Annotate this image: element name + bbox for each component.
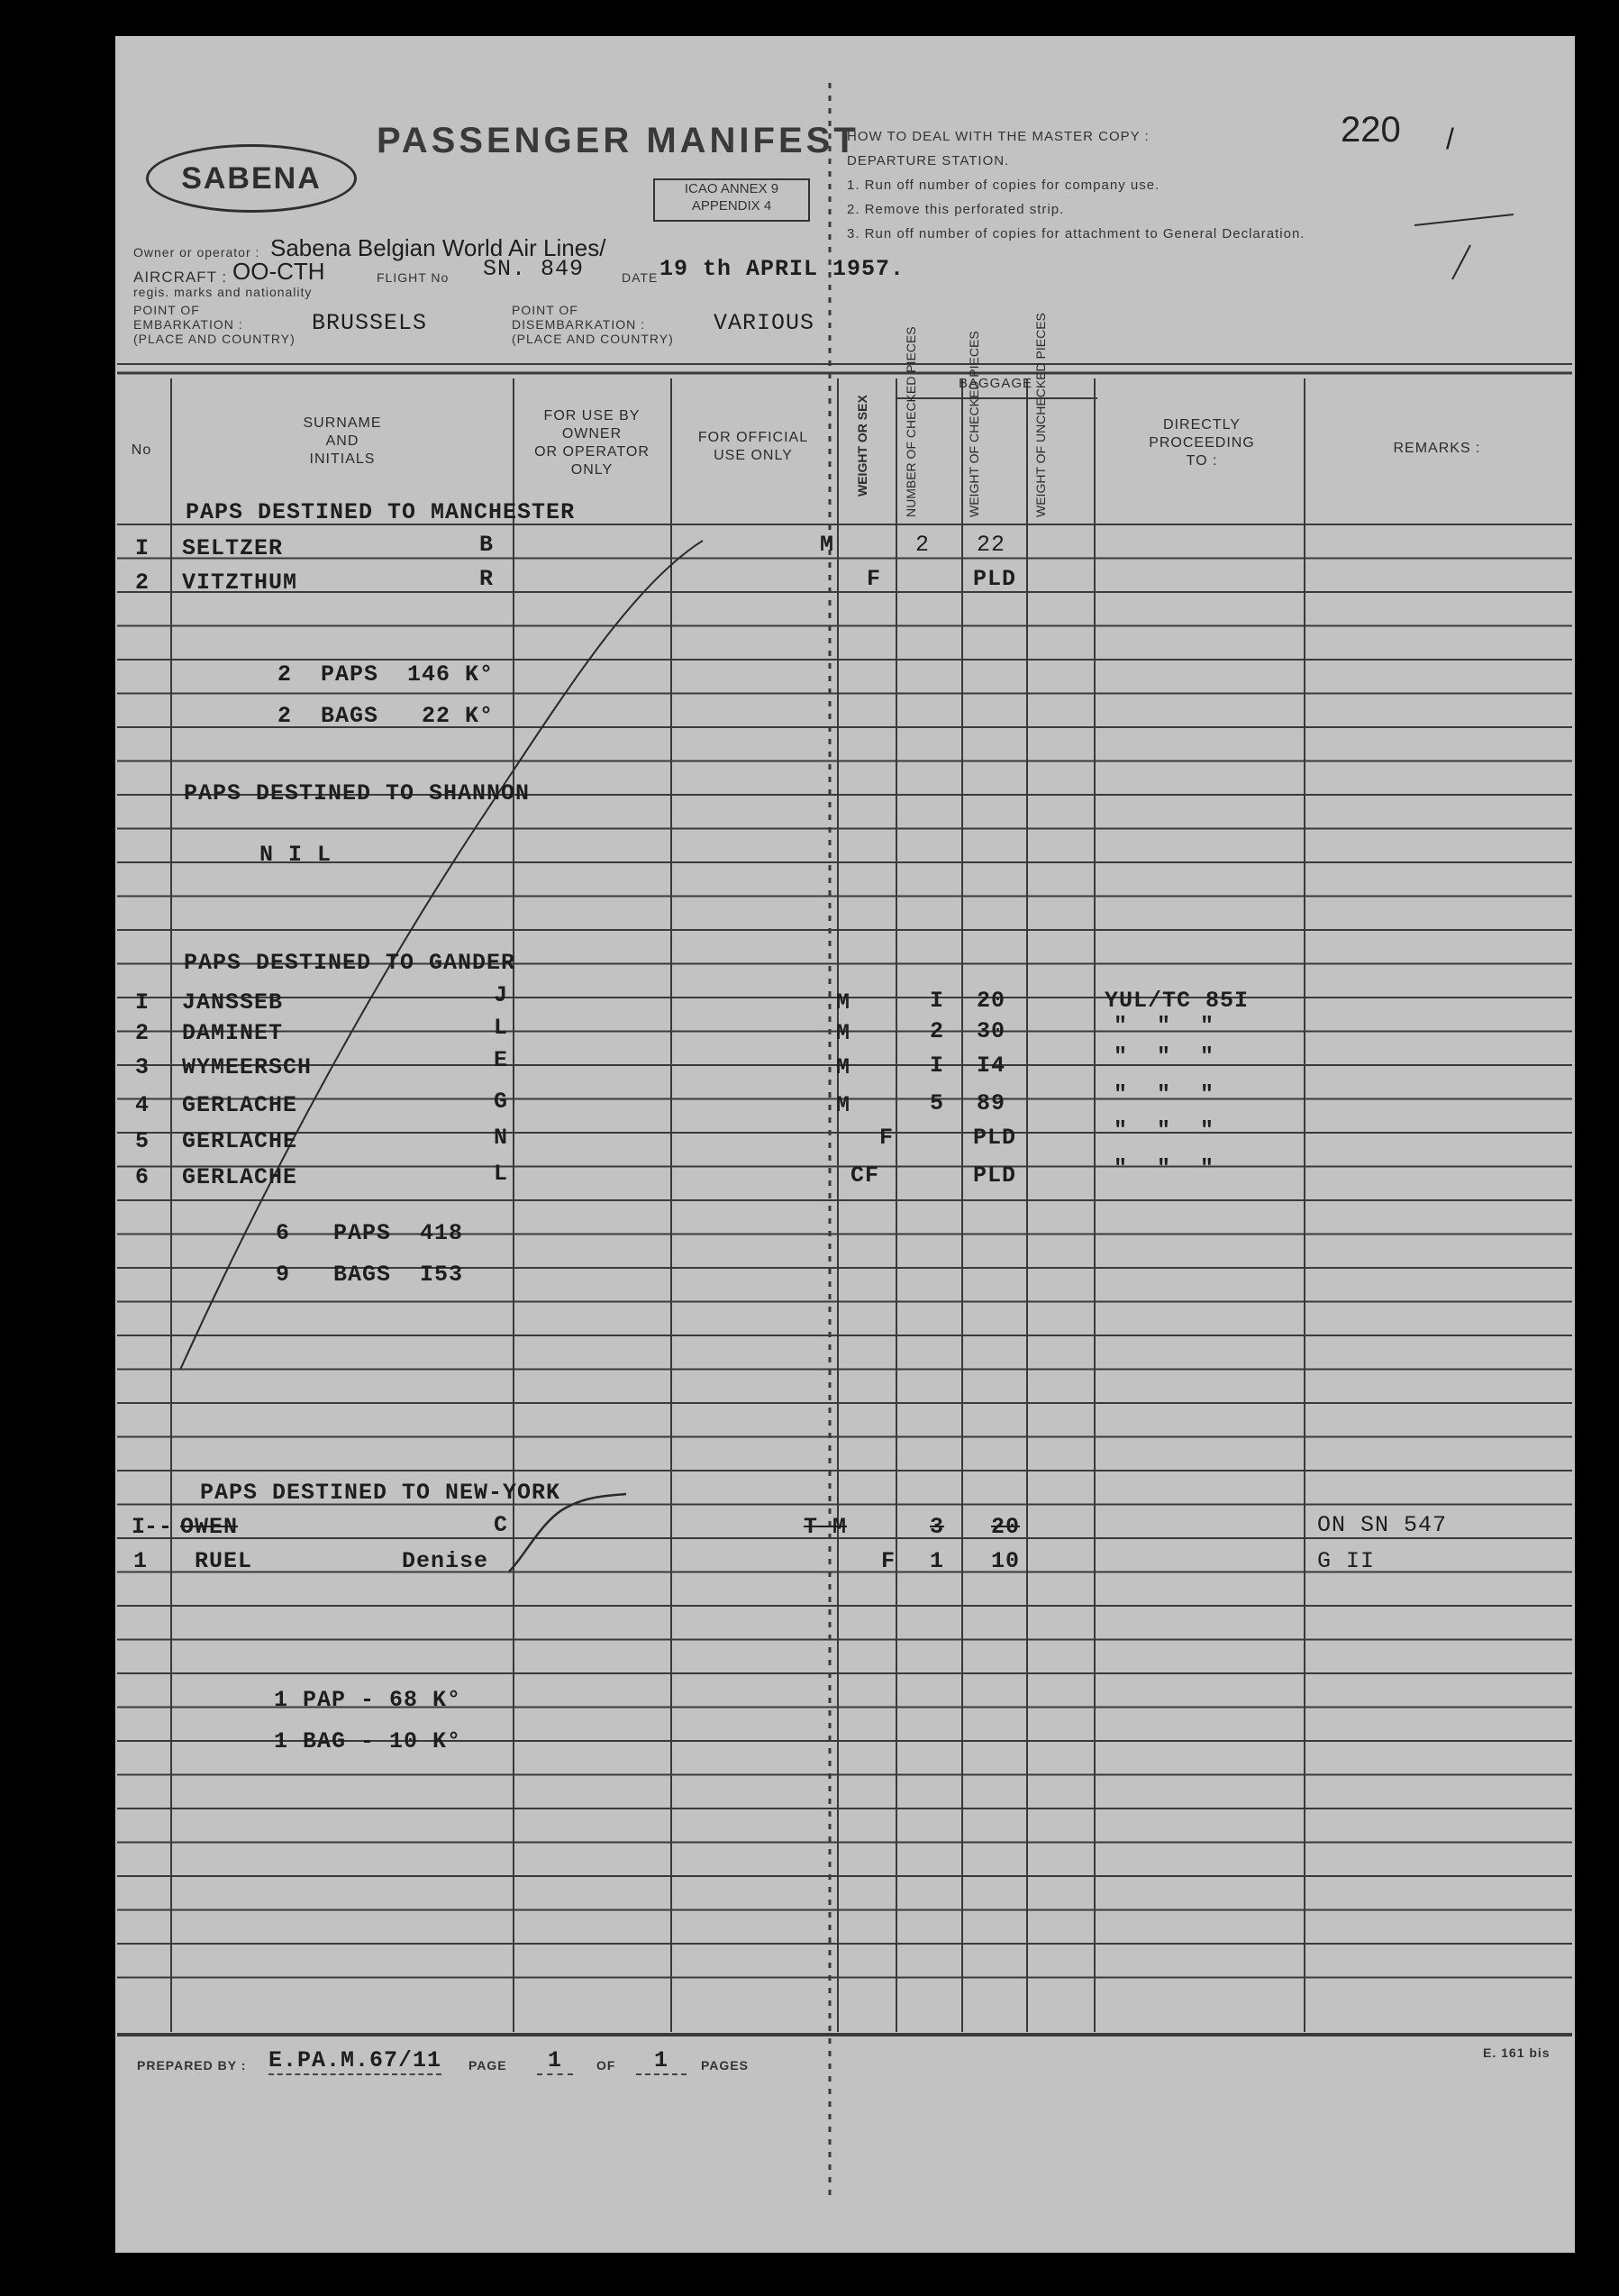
embark-label-2: EMBARKATION :	[133, 317, 243, 332]
row-8-no: 6	[135, 1164, 150, 1190]
date-label: DATE	[622, 270, 659, 285]
row-9-remark: ON SN 547	[1317, 1512, 1448, 1538]
row-9-sex: T M	[804, 1514, 848, 1540]
row-4-weight: 30	[977, 1018, 1006, 1044]
master-copy-instructions	[847, 124, 1305, 246]
row-8-weight: PLD	[973, 1162, 1017, 1189]
official-h2: USE ONLY	[714, 448, 793, 463]
row-10-initial: Denise	[402, 1548, 489, 1574]
row-10-no: 1	[133, 1548, 149, 1574]
col-header-weight-checked: WEIGHT OF CHECKED PIECES	[967, 331, 981, 517]
row-4-initial: L	[494, 1015, 509, 1041]
row-5-pieces: I	[930, 1052, 945, 1079]
row-8-proceeding: " " "	[1114, 1155, 1215, 1181]
row-5-initial: E	[494, 1047, 509, 1073]
embark-label-3: (PLACE AND COUNTRY)	[133, 332, 296, 346]
instruction-line-3: 1. Run off number of copies for company use.	[847, 178, 1160, 193]
disembark-label-2: DISEMBARKATION :	[512, 317, 645, 332]
aircraft-label: AIRCRAFT :	[133, 269, 228, 286]
sabena-logo: SABENA	[146, 144, 357, 213]
row-3-sex: M	[836, 989, 851, 1016]
surname-h1: SURNAME	[303, 415, 382, 431]
embarkation-label	[133, 303, 296, 346]
row-2-sex: F	[867, 566, 882, 592]
row-8-initial: L	[494, 1161, 509, 1187]
row-4-no: 2	[135, 1020, 150, 1046]
gander-total-bags: 9 BAGS I53	[276, 1262, 464, 1288]
col-header-owner-use	[515, 407, 669, 479]
row-1-weight: 22	[977, 532, 1006, 558]
row-7-weight: PLD	[973, 1125, 1017, 1151]
row-8-name: GERLACHE	[182, 1164, 298, 1190]
col-header-baggage: BAGGAGE	[958, 376, 1033, 391]
row-9-initial: C	[494, 1512, 509, 1538]
owner-h1: FOR USE BY	[543, 408, 641, 424]
surname-h3: INITIALS	[309, 451, 376, 467]
col-header-no: No	[131, 442, 152, 458]
row-1-name: SELTZER	[182, 535, 284, 561]
row-7-name: GERLACHE	[182, 1128, 298, 1154]
icao-stamp	[653, 178, 810, 222]
row-3-no: I	[135, 989, 150, 1016]
row-1-no: I	[135, 535, 150, 561]
row-2-weight: PLD	[973, 566, 1017, 592]
disembarkation-label	[512, 303, 674, 346]
row-3-pieces: I	[930, 988, 945, 1014]
row-6-pieces: 5	[930, 1090, 945, 1116]
row-5-no: 3	[135, 1054, 150, 1080]
instruction-line-1: HOW TO DEAL WITH THE MASTER COPY :	[847, 129, 1150, 144]
aircraft-value: OO-CTH	[232, 258, 325, 285]
row-10-name: RUEL	[195, 1548, 253, 1574]
gander-total-paps: 6 PAPS 418	[276, 1220, 464, 1246]
proc-h3: TO :	[1186, 453, 1218, 469]
proc-h1: DIRECTLY	[1163, 417, 1241, 433]
instruction-line-5: 3. Run off number of copies for attachment to General Declaration.	[847, 226, 1305, 241]
row-10-weight: 10	[991, 1548, 1021, 1574]
instruction-line-2: DEPARTURE STATION.	[847, 153, 1010, 169]
owner-h4: ONLY	[570, 462, 614, 478]
row-1-initial: B	[479, 532, 495, 558]
row-7-sex: F	[879, 1125, 895, 1151]
col-header-num-checked: NUMBER OF CHECKED PIECES	[904, 326, 918, 517]
handwritten-mark: /	[1446, 123, 1454, 155]
page-value: 1	[537, 2047, 573, 2075]
row-9-weight: 20	[991, 1514, 1021, 1540]
row-5-weight: I4	[977, 1052, 1006, 1079]
col-header-weight-sex: WEIGHT OR SEX	[855, 395, 869, 497]
row-7-no: 5	[135, 1128, 150, 1154]
row-3-proceeding: YUL/TC 85I	[1105, 988, 1250, 1014]
row-4-sex: M	[836, 1020, 851, 1046]
row-4-pieces: 2	[930, 1018, 945, 1044]
row-2-no: 2	[135, 569, 150, 596]
row-7-proceeding: " " "	[1114, 1117, 1215, 1143]
row-5-proceeding: " " "	[1114, 1043, 1215, 1070]
icao-stamp-line-1: ICAO ANNEX 9	[684, 181, 779, 196]
new-york-total-pap: 1 PAP - 68 K°	[274, 1687, 462, 1713]
row-6-weight: 89	[977, 1090, 1006, 1116]
official-h1: FOR OFFICIAL	[697, 430, 809, 445]
owner-h3: OR OPERATOR	[534, 444, 650, 460]
row-10-pieces: 1	[930, 1548, 945, 1574]
owner-value: Sabena Belgian World Air Lines/	[270, 234, 606, 261]
page-label: PAGE	[468, 2058, 507, 2073]
row-3-name: JANSSEB	[182, 989, 284, 1016]
new-york-total-bag: 1 BAG - 10 K°	[274, 1728, 462, 1754]
shannon-nil: N I L	[259, 842, 332, 868]
form-code: E. 161 bis	[1483, 2045, 1551, 2060]
row-10-sex: F	[881, 1548, 896, 1574]
proc-h2: PROCEEDING	[1149, 435, 1255, 451]
prepared-by-value: E.PA.M.67/11	[268, 2047, 442, 2073]
section-heading-gander: PAPS DESTINED TO GANDER	[184, 950, 516, 976]
row-4-proceeding: " " "	[1114, 1013, 1215, 1039]
pages-label: PAGES	[701, 2058, 749, 2073]
row-3-initial: J	[494, 982, 509, 1008]
disembark-label-3: (PLACE AND COUNTRY)	[512, 332, 674, 346]
icao-stamp-line-2: APPENDIX 4	[691, 198, 772, 214]
prepared-by-label: PREPARED BY :	[137, 2058, 247, 2073]
row-6-initial: G	[494, 1089, 509, 1115]
owner-label: Owner or operator :	[133, 245, 260, 260]
of-value: 1	[636, 2047, 687, 2075]
manifest-title: PASSENGER MANIFEST	[377, 121, 860, 160]
instruction-line-4: 2. Remove this perforated strip.	[847, 202, 1065, 217]
page-reference-number: 220	[1341, 110, 1401, 150]
col-header-surname	[173, 415, 512, 469]
col-header-weight-unchecked: WEIGHT OF UNCHECKED PIECES	[1033, 313, 1048, 517]
section-heading-shannon: PAPS DESTINED TO SHANNON	[184, 780, 531, 806]
embark-label-1: POINT OF	[133, 303, 200, 317]
row-7-initial: N	[494, 1125, 509, 1151]
row-5-sex: M	[836, 1054, 851, 1080]
row-2-name: VITZTHUM	[182, 569, 298, 596]
handwritten-dash	[1414, 214, 1514, 225]
flight-value: SN. 849	[483, 256, 585, 282]
regis-label: regis. marks and nationality	[133, 285, 313, 299]
row-6-no: 4	[135, 1092, 150, 1118]
row-1-sex: M	[820, 532, 835, 558]
row-6-proceeding: " " "	[1114, 1081, 1215, 1107]
row-5-name: WYMEERSCH	[182, 1054, 313, 1080]
col-header-proceeding	[1101, 416, 1303, 470]
surname-h2: AND	[325, 433, 359, 449]
row-4-name: DAMINET	[182, 1020, 284, 1046]
embarkation-value: BRUSSELS	[312, 310, 428, 336]
handwritten-stroke	[1452, 245, 1470, 279]
manchester-total-bags: 2 BAGS 22 K°	[277, 703, 495, 729]
row-8-sex: CF	[850, 1162, 880, 1189]
disembark-label-1: POINT OF	[512, 303, 578, 317]
section-heading-manchester: PAPS DESTINED TO MANCHESTER	[186, 499, 576, 525]
row-9-name: OWEN	[180, 1514, 239, 1540]
row-3-weight: 20	[977, 988, 1006, 1014]
col-header-remarks: REMARKS :	[1393, 441, 1481, 456]
row-9-no: I	[132, 1514, 147, 1540]
date-value: 19 th APRIL 1957.	[659, 256, 905, 282]
col-header-official-use	[672, 429, 834, 465]
row-1-pieces: 2	[915, 532, 931, 558]
section-heading-new-york: PAPS DESTINED TO NEW-YORK	[200, 1480, 561, 1506]
manchester-total-paps: 2 PAPS 146 K°	[277, 661, 495, 688]
row-6-name: GERLACHE	[182, 1092, 298, 1118]
of-label: OF	[596, 2058, 616, 2073]
row-2-initial: R	[479, 566, 495, 592]
row-10-remark: G II	[1317, 1548, 1376, 1574]
flight-label: FLIGHT No	[377, 270, 450, 285]
row-9-pieces: 3	[930, 1514, 945, 1540]
row-9-dashes: --	[144, 1514, 174, 1540]
row-6-sex: M	[836, 1092, 851, 1118]
owner-h2: OWNER	[561, 426, 623, 442]
disembarkation-value: VARIOUS	[714, 310, 815, 336]
